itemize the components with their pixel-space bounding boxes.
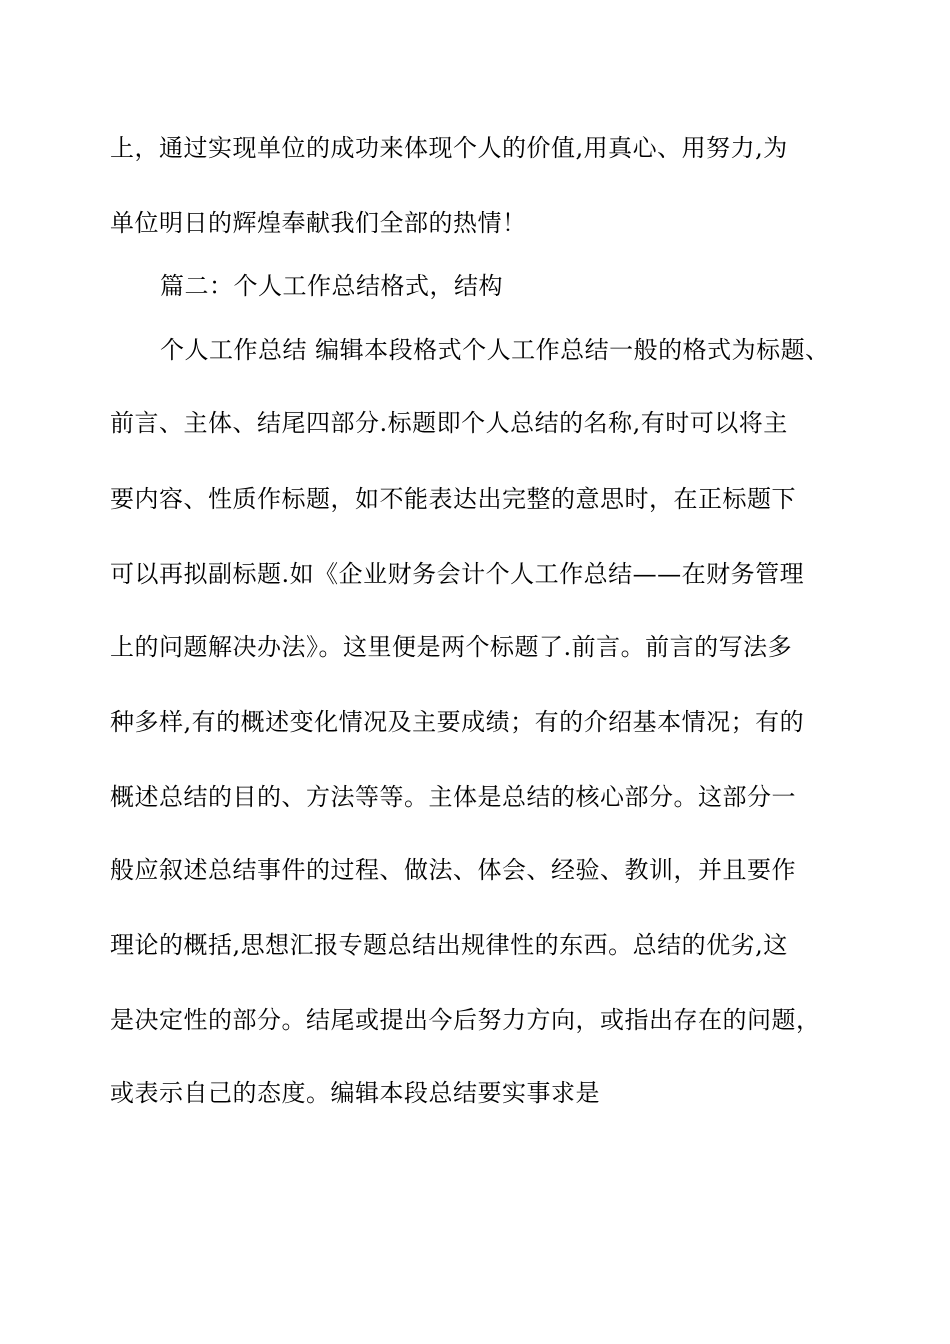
text-line-4: 个人工作总结 编辑本段格式个人工作总结一般的格式为标题、 <box>160 336 830 364</box>
text-line-7: 可以再拟副标题.如《企业财务会计个人工作总结——在财务管理 <box>110 560 805 588</box>
text-line-12: 理论的概括,思想汇报专题总结出规律性的东西。总结的优劣,这 <box>110 931 788 959</box>
text-line-9: 种多样,有的概述变化情况及主要成绩；有的介绍基本情况；有的 <box>110 708 805 736</box>
text-line-14: 或表示自己的态度。编辑本段总结要实事求是 <box>110 1079 600 1107</box>
text-line-1: 上，通过实现单位的成功来体现个人的价值,用真心、用努力,为 <box>110 134 788 162</box>
text-line-13: 是决定性的部分。结尾或提出今后努力方向，或指出存在的问题， <box>110 1006 821 1034</box>
text-line-6: 要内容、性质作标题，如不能表达出完整的意思时，在正标题下 <box>110 485 796 513</box>
section-heading: 篇二：个人工作总结格式，结构 <box>160 272 503 300</box>
text-line-2: 单位明日的辉煌奉献我们全部的热情！ <box>110 209 527 237</box>
text-line-11: 般应叙述总结事件的过程、做法、体会、经验、教训，并且要作 <box>110 856 796 884</box>
text-line-8: 上的问题解决办法》。这里便是两个标题了.前言。前言的写法多 <box>110 633 793 661</box>
text-line-5: 前言、主体、结尾四部分.标题即个人总结的名称,有时可以将主 <box>110 409 788 437</box>
text-line-10: 概述总结的目的、方法等等。主体是总结的核心部分。这部分一 <box>110 783 796 811</box>
